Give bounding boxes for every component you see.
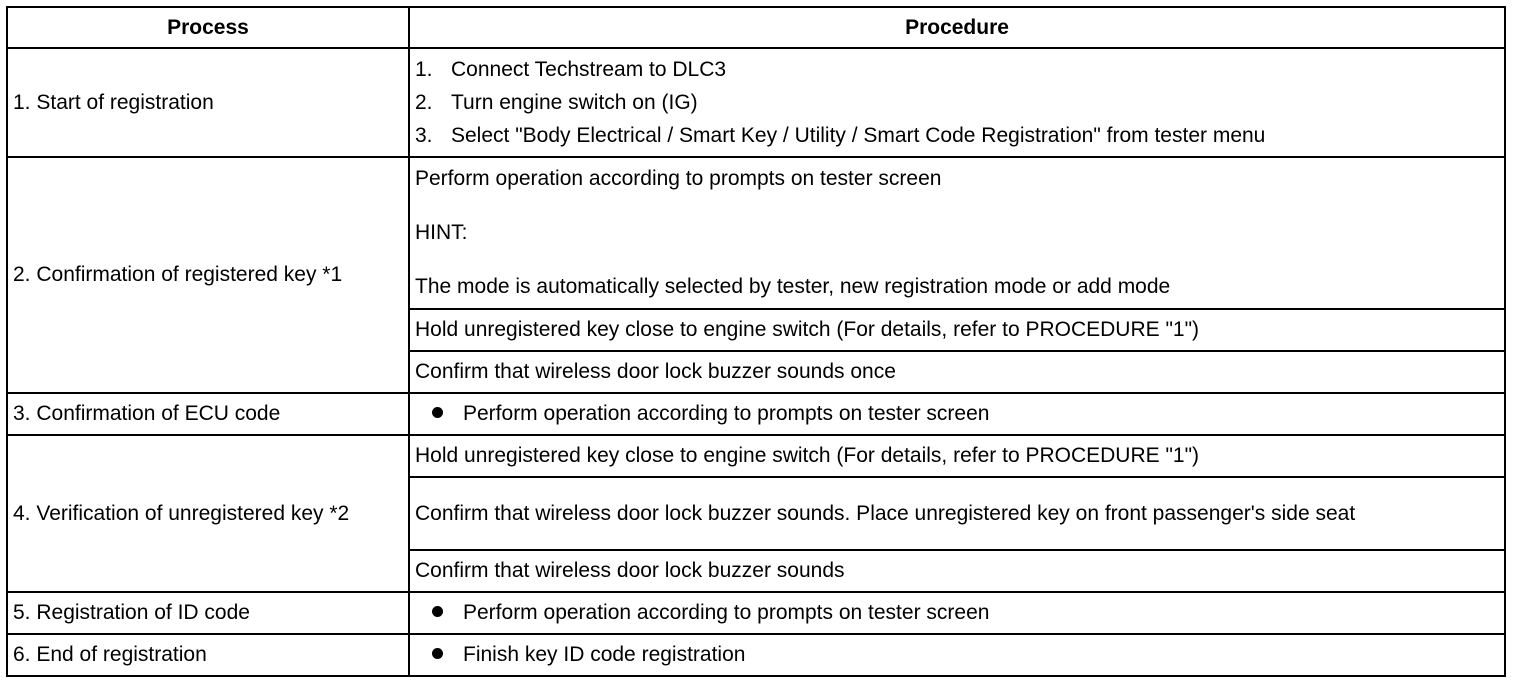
step-text: Select "Body Electrical / Smart Key / Utility / Smart Code Registration" from tester menu	[451, 123, 1266, 147]
table-row	[7, 48, 1505, 157]
step-number: 2.	[415, 90, 433, 114]
procedure-cell	[409, 592, 1505, 634]
procedure-text: Finish key ID code registration	[463, 643, 746, 666]
procedure-text: The mode is automatically selected by tester, new registration mode or add mode	[415, 275, 1171, 298]
procedure-cell: Confirm that wireless door lock buzzer sounds	[409, 550, 1505, 592]
list-item	[415, 53, 1504, 86]
bullet-icon	[432, 407, 443, 418]
procedure-cell: Confirm that wireless door lock buzzer sounds. Place unregistered key on front passenger's side seat	[409, 477, 1505, 550]
bullet-icon	[432, 606, 443, 617]
table-row	[7, 157, 1505, 309]
header-row	[7, 7, 1505, 48]
table-row	[7, 592, 1505, 634]
registration-procedure-table	[6, 6, 1506, 677]
table-row	[7, 435, 1505, 477]
step-number: 1.	[415, 57, 433, 81]
process-cell: 3. Confirmation of ECU code	[7, 393, 409, 435]
process-cell: 6. End of registration	[7, 634, 409, 676]
process-cell: 2. Confirmation of registered key *1	[7, 157, 409, 393]
procedure-text: Perform operation according to prompts on tester screen	[463, 601, 990, 624]
step-text: Connect Techstream to DLC3	[451, 57, 727, 81]
header-procedure: Procedure	[409, 7, 1505, 48]
procedure-text: Perform operation according to prompts on tester screen	[415, 167, 942, 190]
process-cell: 5. Registration of ID code	[7, 592, 409, 634]
list-item	[415, 119, 1504, 152]
table-row	[7, 393, 1505, 435]
procedure-cell: Confirm that wireless door lock buzzer sounds once	[409, 351, 1505, 393]
procedure-text: Perform operation according to prompts on tester screen	[463, 402, 990, 425]
process-cell: 1. Start of registration	[7, 48, 409, 157]
procedure-cell	[409, 48, 1505, 157]
procedure-cell: Hold unregistered key close to engine switch (For details, refer to PROCEDURE "1")	[409, 435, 1505, 477]
procedure-cell: Hold unregistered key close to engine switch (For details, refer to PROCEDURE "1")	[409, 309, 1505, 351]
procedure-cell	[409, 634, 1505, 676]
header-process: Process	[7, 7, 409, 48]
procedure-cell	[409, 157, 1505, 309]
step-text: Turn engine switch on (IG)	[451, 90, 698, 114]
list-item	[415, 86, 1504, 119]
procedure-cell	[409, 393, 1505, 435]
step-number: 3.	[415, 123, 433, 147]
hint-label: HINT:	[415, 221, 468, 244]
process-cell: 4. Verification of unregistered key *2	[7, 435, 409, 592]
table-row	[7, 634, 1505, 676]
bullet-icon	[432, 648, 443, 659]
